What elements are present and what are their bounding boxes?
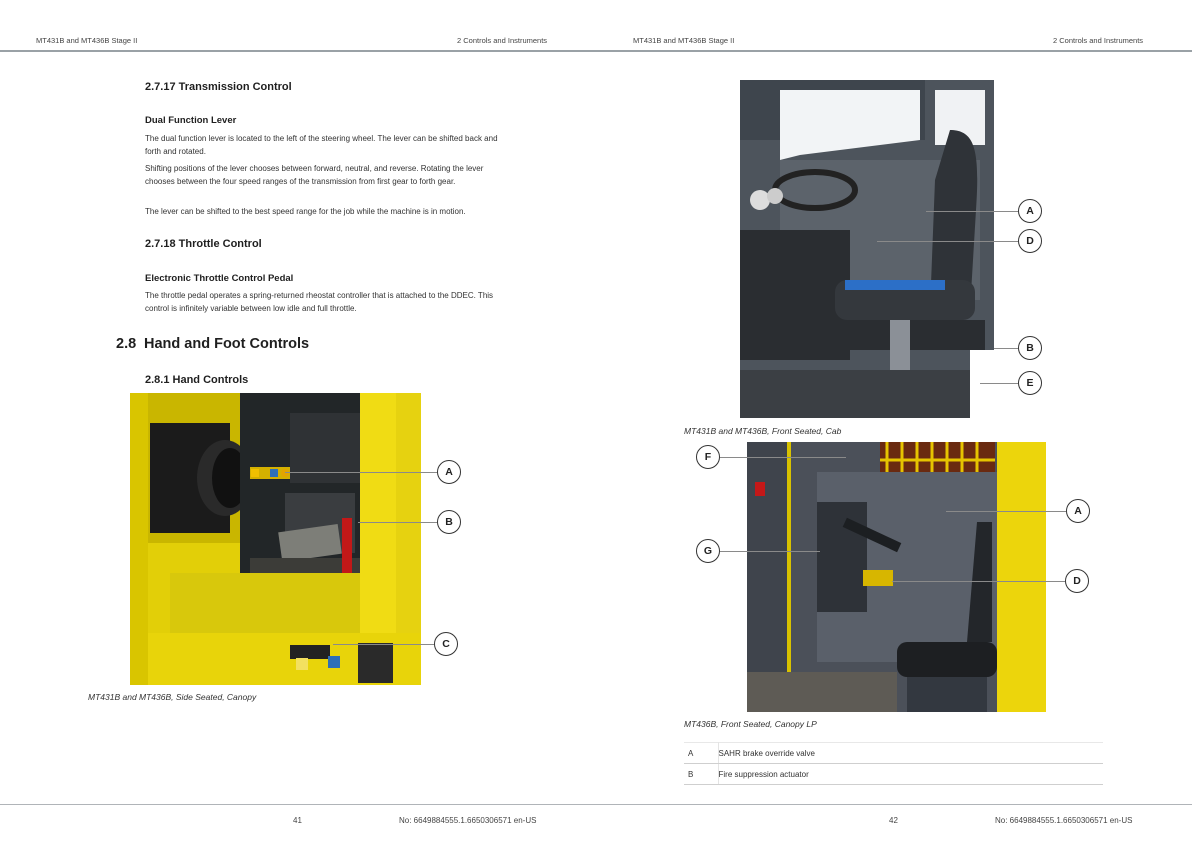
legend-key: A xyxy=(684,743,718,764)
cab-photo-illustration xyxy=(740,80,994,418)
callout-line-f xyxy=(720,457,846,458)
callout-line-c xyxy=(333,644,434,645)
section-number: 2.8 xyxy=(116,336,137,352)
subheading-dual-function-lever: Dual Function Lever xyxy=(145,115,237,126)
side-seated-canopy-photo xyxy=(130,393,421,685)
header-doc-title: MT431B and MT436B Stage II xyxy=(633,36,735,45)
callout-f: F xyxy=(696,445,720,469)
callout-e: E xyxy=(1018,371,1042,395)
callout-a: A xyxy=(1066,499,1090,523)
heading-transmission-control: 2.7.17 Transmission Control xyxy=(145,81,292,93)
legend-label: Fire suppression actuator xyxy=(718,764,1103,785)
figure-caption-canopy: MT436B, Front Seated, Canopy LP xyxy=(684,719,817,729)
heading-hand-controls: 2.8.1 Hand Controls xyxy=(145,374,249,386)
callout-c: C xyxy=(434,632,458,656)
callout-line-a xyxy=(946,511,1066,512)
page-number: 42 xyxy=(889,816,898,825)
callout-line-a xyxy=(926,211,1018,212)
paragraph: Shifting positions of the lever chooses between forward, neutral, and reverse. Rotating the lever chooses between the four speed ranges of the transmission from first gear to forth gear. xyxy=(145,164,484,186)
paragraph: The dual function lever is located to the left of the steering wheel. The lever can be shifted back and forth and rotated. xyxy=(145,134,498,156)
callout-d: D xyxy=(1065,569,1089,593)
section-title: Hand and Foot Controls xyxy=(144,336,310,352)
table-row xyxy=(684,743,1103,764)
header-chapter: 2 Controls and Instruments xyxy=(457,36,548,45)
front-seated-cab-photo xyxy=(740,80,994,418)
legend-label: SAHR brake override valve xyxy=(718,743,1103,764)
callout-line-e xyxy=(980,383,1018,384)
page-42 xyxy=(596,0,1192,842)
callout-a: A xyxy=(437,460,461,484)
callout-line-b xyxy=(994,348,1018,349)
figure-caption-cab: MT431B and MT436B, Front Seated, Cab xyxy=(684,426,842,436)
callout-legend-table xyxy=(684,742,1103,785)
header-rule xyxy=(0,50,596,52)
header-rule xyxy=(596,50,1192,52)
paragraph: The throttle pedal operates a spring-returned rheostat controller that is attached to the DDEC. This control is infinitely variable between low idle and full throttle. xyxy=(145,291,494,313)
callout-line-d xyxy=(892,581,1065,582)
document-number: No: 6649884555.1.6650306571 en-US xyxy=(995,816,1133,825)
document-number: No: 6649884555.1.6650306571 en-US xyxy=(399,816,537,825)
footer-rule xyxy=(0,804,596,805)
heading-hand-and-foot-controls xyxy=(116,336,309,352)
front-seated-canopy-lp-photo xyxy=(747,442,1046,712)
table-row xyxy=(684,764,1103,785)
header-chapter: 2 Controls and Instruments xyxy=(1053,36,1144,45)
callout-b: B xyxy=(437,510,461,534)
header-doc-title: MT431B and MT436B Stage II xyxy=(36,36,138,45)
heading-throttle-control: 2.7.18 Throttle Control xyxy=(145,238,262,250)
subheading-throttle-pedal: Electronic Throttle Control Pedal xyxy=(145,273,294,284)
paragraph: The lever can be shifted to the best speed range for the job while the machine is in motion. xyxy=(145,207,466,216)
callout-line-a xyxy=(285,472,437,473)
callout-d: D xyxy=(1018,229,1042,253)
callout-line-g xyxy=(720,551,820,552)
canopy-photo-illustration xyxy=(747,442,1046,712)
legend-key: B xyxy=(684,764,718,785)
callout-a: A xyxy=(1018,199,1042,223)
callout-g: G xyxy=(696,539,720,563)
figure-caption: MT431B and MT436B, Side Seated, Canopy xyxy=(88,692,257,702)
footer-rule xyxy=(596,804,1192,805)
callout-b: B xyxy=(1018,336,1042,360)
callout-line-b xyxy=(358,522,437,523)
machine-photo-illustration xyxy=(130,393,421,685)
page-number: 41 xyxy=(293,816,302,825)
callout-line-d xyxy=(877,241,1018,242)
